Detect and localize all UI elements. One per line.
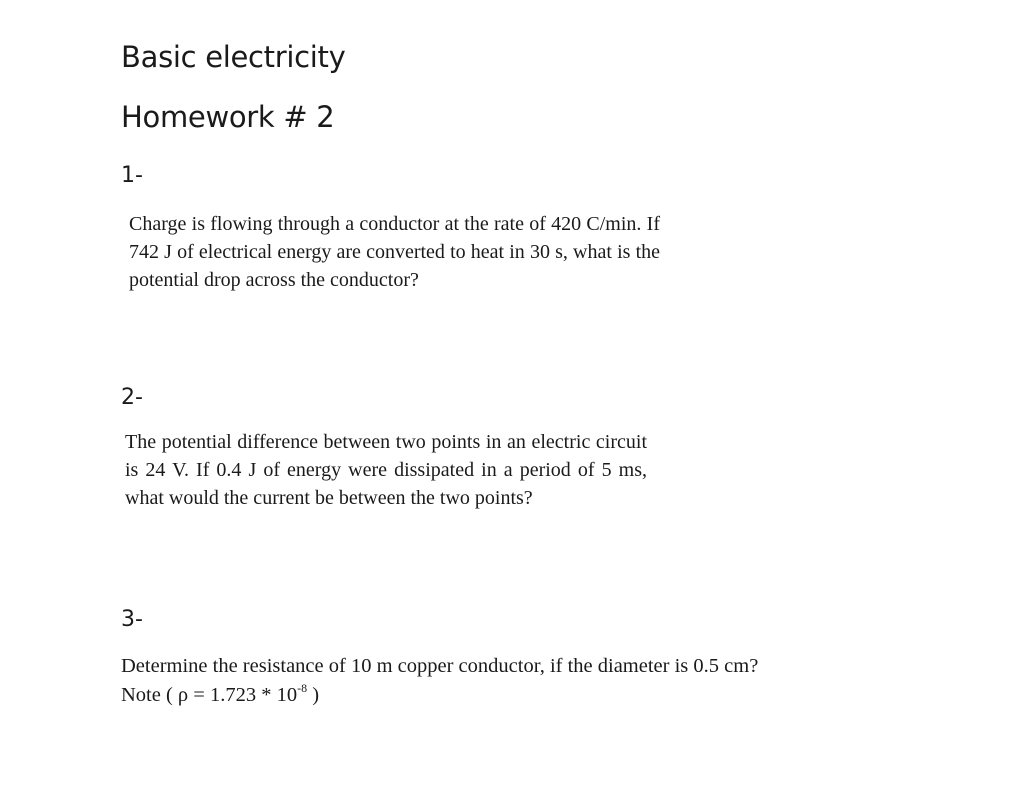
question-3-text: Determine the resistance of 10 m copper conductor, if the diameter is 0.5 cm? (121, 655, 759, 677)
question-3-note-prefix: Note ( ρ = 1.723 * 10 (121, 684, 298, 706)
question-1-number: 1- (121, 163, 143, 188)
question-2-number: 2- (121, 385, 143, 410)
question-1-text: Charge is flowing through a conductor at the rate of 420 C/min. If 742 J of electrical energy are converted to heat in 30 s, what is the potential drop across the conductor? (129, 213, 660, 292)
question-3-note (121, 681, 320, 707)
course-title: Basic electricity (121, 40, 346, 74)
question-3-number: 3- (121, 607, 143, 632)
question-3-note-exponent: -8 (297, 681, 308, 695)
question-2-text: The potential difference between two points in an electric circuit is 24 V. If 0.4 J of energy were dissipated in a period of 5 ms, what would the current be between the two points? (125, 431, 647, 510)
homework-title: Homework # 2 (121, 100, 335, 134)
question-3-note-suffix: ) (307, 684, 320, 706)
